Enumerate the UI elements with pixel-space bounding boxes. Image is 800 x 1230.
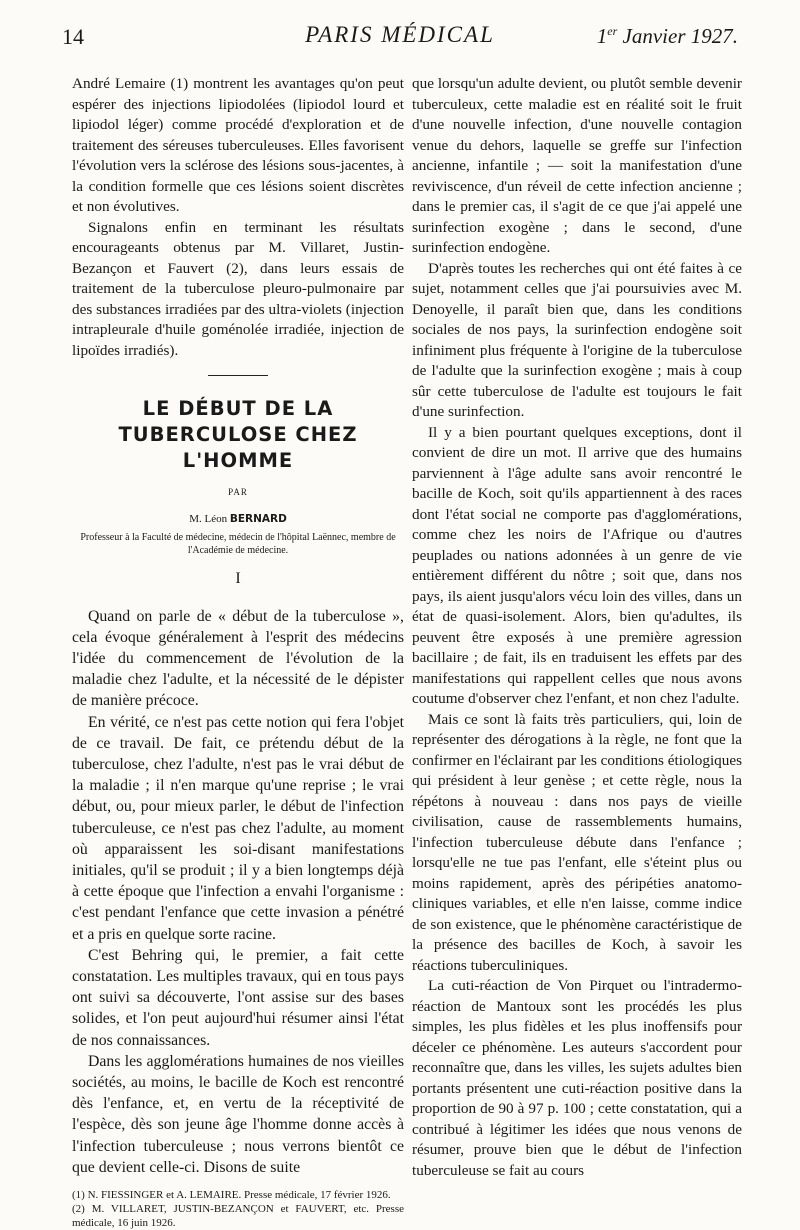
paragraph: Quand on parle de « début de la tuberculose », cela évoque généralement à l'esprit des médecins l'idée du commencement de l'évolution de la maladie chez l'adulte, et la nécessité de le dépister de manière précoce. — [72, 607, 404, 710]
paragraph: Il y a bien pourtant quelques exceptions, dont il convient de dire un mot. Il arrive que des humains parviennent à l'âge adulte sans avoir rencontré le bacille de Koch, soit qu'ils appartiennent à des races dont l'état social ne comporte pas d'agglomérations, comme chez les noirs de l'Afrique ou d'autres peuplades ou nations adonnées à un genre de vie entièrement différent du nôtre ; soit que, dans nos pays, ils aient jusqu'alors vécu loin des villes, dans un état de quasi-isolement. Alors, bien qu'adultes, ils peuvent être exposés à une première agression bacillaire ; de fait, ils en traduisent les effets par des manifestations qui rappellent celles que nous avons coutume d'observer chez l'enfant, et non chez l'adulte. — [412, 423, 742, 707]
paragraph: Signalons enfin en terminant les résultats encourageants obtenus par M. Villaret, Justin-Bezançon et Fauvert (2), dans leurs essais de traitement de la tuberculose pleuro-pulmonaire par des substances irradiées par des ultra-violets (injection intrapleurale d'huile goménolée irradiée, injection de lipoïdes irradiés). — [72, 218, 404, 359]
author-affiliation: Professeur à la Faculté de médecine, médecin de l'hôpital Laënnec, membre de l'Académie de médecine. — [80, 532, 396, 556]
paragraph: En vérité, ce n'est pas cette notion qui fera l'objet de ce travail. De fait, ce prétendu début de la tuberculose, chez l'adulte, n'est pas le vrai début de la maladie ; il n'en marque qu'une reprise ; le vrai début, ou, pour mieux parler, le début de l'infection tuberculeuse, ce n'est pas chez l'adulte, au moment où apparaissent les soi-disant manifestations initiales, qu'il se produit ; il y a bien longtemps déjà à cette époque que l'infection a envahi l'organisme : c'est pendant l'enfance que cette invasion a pénétré et a pris en quelque sorte racine. — [72, 713, 404, 943]
paragraph: D'après toutes les recherches qui ont été faites à ce sujet, notamment celles que j'ai poursuivies avec M. Denoyelle, il paraît bien que, dans les conditions sociales de nos pays, la surinfection endogène soit infiniment plus fréquente à l'origine de la tuberculose de l'adulte que la surinfection exogène ; mais à coup sûr cette tuberculose de l'adulte est toujours le fait d'une surinfection. — [412, 259, 742, 420]
paragraph: André Lemaire (1) montrent les avantages qu'on peut espérer des injections lipiodolées (lipiodol lourd et lipiodol léger) comme procédé d'exploration et de traitement des séreuses tuberculeuses. Elles favorisent l'évolution vers la sclérose des lésions sous-jacentes, à la condition formelle que ces lésions soient discrètes et non évolutives. — [72, 75, 404, 215]
right-column — [412, 74, 742, 1181]
journal-title: PARIS MÉDICAL — [305, 22, 495, 47]
paragraph: C'est Behring qui, le premier, a fait cette constatation. Les multiples travaux, qui en tous pays ont suivi sa découverte, l'ont assise sur des bases solides, et l'on peut aujourd'hui résumer ainsi l'état de nos connaissances. — [72, 946, 404, 1049]
page-header — [62, 22, 738, 54]
paragraph: Mais ce sont là faits très particuliers, qui, loin de représenter des dérogations à la règle, ne font que la confirmer en l'éclairant par les conditions étiologiques qui président à leur genèse ; et cette règle, nous la répétons à nouveau : dans nos pays de vieille civilisation, cause de rassemblements humains, l'infection tuberculeuse débute dans l'enfance ; lorsqu'elle ne tue pas l'enfant, elle s'éteint plus ou moins rapidement, après des péripéties anatomo-cliniques variables, et elle n'en laisse, comme indice de son existence, que le phénomène caractéristique de la présence des bacilles de Koch, à savoir les réactions tuberculiniques. — [412, 710, 743, 974]
page-number: 14 — [62, 24, 84, 49]
section-divider — [208, 375, 268, 376]
footnote: (1) N. FIESSINGER et A. LEMAIRE. Presse médicale, 17 février 1926. — [72, 1188, 391, 1201]
author: M. Léon BERNARD — [189, 512, 287, 525]
footnote: (2) M. VILLARET, JUSTIN-BEZANÇON et FAUVERT, etc. Presse médicale, 16 juin 1926. — [72, 1202, 404, 1229]
paragraph: Dans les agglomérations humaines de nos vieilles sociétés, au moins, le bacille de Koch est rencontré dès l'enfance, et, en vertu de la réceptivité de l'espèce, dès son jeune âge l'homme donne accès à l'infection tuberculeuse ; nous verrons bientôt ce que devient celle-ci. Disons de suite — [72, 1052, 404, 1176]
paragraph: La cuti-réaction de Von Pirquet ou l'intradermo-réaction de Mantoux sont les procédés les plus simples, les plus fidèles et les plus inoffensifs pour déceler ce phénomène. Les auteurs s'accordent pour reconnaître que, dans les villes, les sujets adultes bien portants présentent une cuti-réaction positive dans la proportion de 90 à 97 p. 100 ; cette constatation, qui a contribué à légitimer les idées que nous venons de résumer, prouve bien que le début de l'infection tuberculeuse se fait au cours — [412, 977, 742, 1179]
section-number: I — [235, 570, 241, 587]
paragraph: que lorsqu'un adulte devient, ou plutôt semble devenir tuberculeux, cette maladie est en réalité soit le fruit d'une nouvelle infection, d'une nouvelle contagion venue du dehors, laquelle se greffe sur l'infection ancienne, infantile ; — soit la manifestation d'une reviviscence, d'un réveil de cette infection ancienne ; dans le premier cas, il s'agit de ce que j'ai appelé une surinfection exogène ; dans le second, d'une surinfection endogène. — [412, 75, 742, 256]
issue-date: 1er Janvier 1927. — [596, 24, 738, 48]
left-column — [72, 74, 404, 1230]
article-title: LE DÉBUT DE LA TUBERCULOSE CHEZ L'HOMME — [118, 397, 358, 472]
by-line: PAR — [228, 487, 248, 497]
